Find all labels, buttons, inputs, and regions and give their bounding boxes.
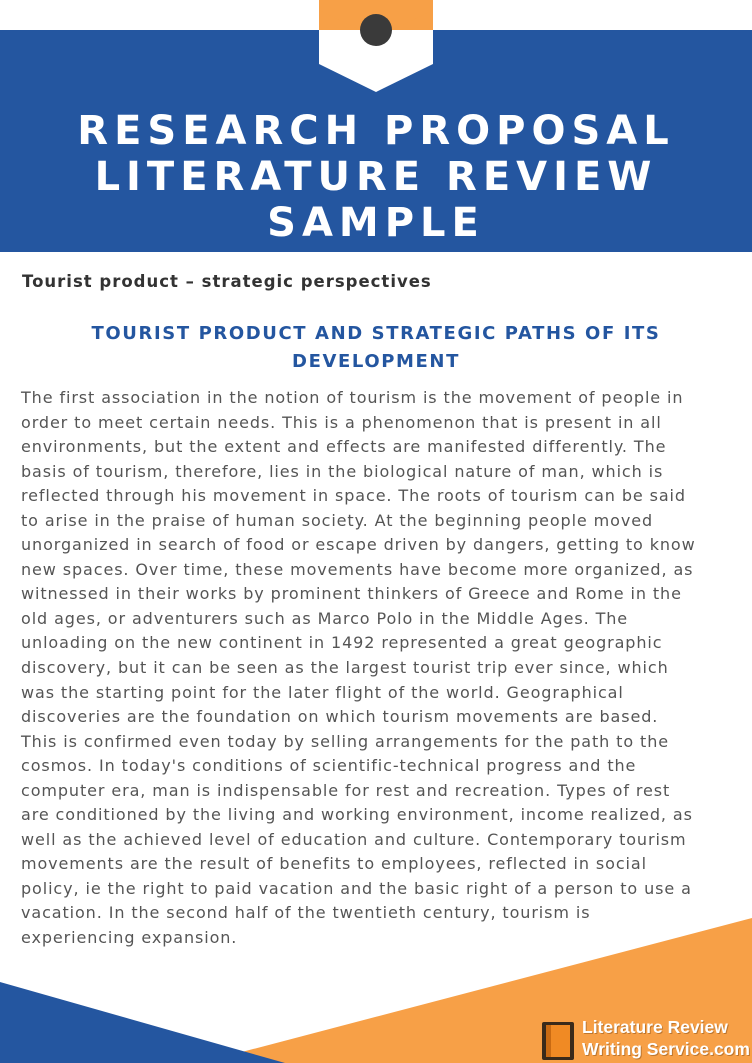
title-line: RESEARCH PROPOSAL (77, 108, 675, 154)
body-line: reflected through his movement in space. The roots of tourism can be said (21, 486, 686, 506)
logo-line: Writing Service.com (582, 1039, 750, 1059)
body-line: to arise in the praise of human society. At the beginning people moved (21, 510, 653, 530)
page-title (0, 108, 752, 246)
document-subtitle: Tourist product – strategic perspectives (22, 272, 432, 291)
body-line: discoveries are the foundation on which tourism movements are based. (21, 707, 659, 727)
body-line: unorganized in search of food or escape driven by dangers, getting to know (21, 535, 696, 555)
body-line: was the starting point for the later flight of the world. Geographical (21, 682, 624, 702)
body-line: vacation. In the second half of the twentieth century, tourism is (21, 903, 591, 923)
book-icon (540, 1020, 576, 1062)
body-line: old ages, or adventurers such as Marco Polo in the Middle Ages. The (21, 608, 629, 628)
body-line: The first association in the notion of tourism is the movement of people in (21, 388, 684, 407)
body-line: well as the achieved level of education and culture. Contemporary tourism (21, 829, 687, 849)
body-line: new spaces. Over time, these movements have become more organized, as (21, 559, 694, 579)
section-heading-line: DEVELOPMENT (292, 351, 460, 372)
body-line: environments, but the extent and effects are manifested differently. The (21, 437, 667, 457)
body-line: discovery, but it can be seen as the largest tourist trip ever since, which (21, 658, 669, 678)
body-line: cosmos. In today's conditions of scientific-technical progress and the (21, 756, 637, 776)
body-line: witnessed in their works by prominent thinkers of Greece and Rome in the (21, 584, 682, 604)
body-line: basis of tourism, therefore, lies in the biological nature of man, which is (21, 461, 664, 481)
logo-text (582, 1016, 752, 1060)
body-paragraph (21, 386, 733, 951)
title-line: LITERATURE REVIEW (94, 154, 658, 200)
logo-line: Literature Review (582, 1017, 728, 1037)
body-line: order to meet certain needs. This is a phenomenon that is present in all (21, 412, 662, 432)
body-line: computer era, man is indispensable for rest and recreation. Types of rest (21, 780, 671, 800)
title-line: SAMPLE (267, 200, 485, 246)
body-line: This is confirmed even today by selling arrangements for the path to the (21, 731, 669, 751)
body-line: movements are the result of benefits to employees, reflected in social (21, 854, 647, 874)
body-line: unloading on the new continent in 1492 represented a great geographic (21, 633, 663, 653)
brand-logo[interactable] (540, 1016, 752, 1063)
body-line: are conditioned by the living and working environment, income realized, as (21, 805, 693, 825)
section-heading (0, 320, 752, 376)
section-heading-line: TOURIST PRODUCT AND STRATEGIC PATHS OF ITS (91, 323, 661, 344)
body-line: policy, ie the right to paid vacation and the basic right of a person to use a (21, 878, 692, 898)
body-line: experiencing expansion. (21, 928, 238, 948)
ribbon-badge-icon (319, 0, 433, 92)
